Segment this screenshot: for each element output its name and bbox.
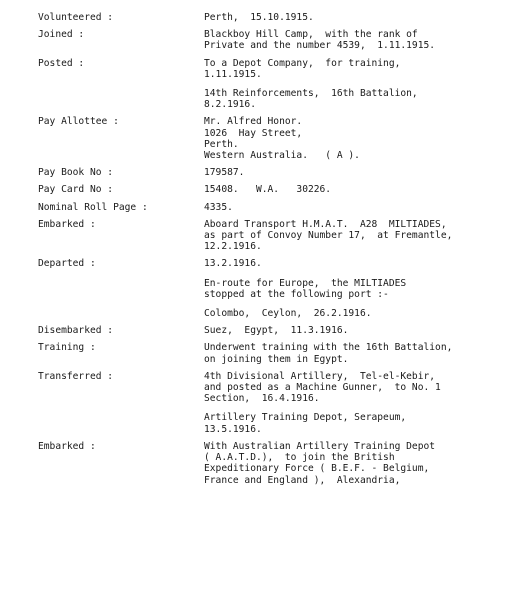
value-paragraph: Perth, 15.10.1915. (204, 12, 314, 23)
value-paragraph: Colombo, Ceylon, 26.2.1916. (204, 308, 372, 320)
field-label: Embarked : (38, 440, 96, 452)
value-paragraph: Artillery Training Depot, Serapeum, 13.5.1916. (204, 412, 407, 435)
record-row (38, 258, 510, 319)
field-value (204, 342, 510, 364)
value-paragraph: 179587. (204, 167, 245, 179)
field-value (204, 12, 510, 23)
field-label: Joined : (38, 29, 85, 41)
value-paragraph: 4th Divisional Artillery, Tel-el-Kebir, and posted as a Machine Gunner, to No. 1 Section, 16.4.1916. (204, 370, 441, 405)
record-row (38, 12, 510, 23)
record-row (38, 325, 510, 336)
value-paragraph: Mr. Alfred Honor. 1026 Hay Street, Perth. Western Australia. ( A ). (204, 116, 360, 162)
record-row (38, 184, 510, 195)
value-paragraph: Underwent training with the 16th Battalion, on joining them in Egypt. (204, 342, 453, 365)
field-label: Transferred : (38, 370, 114, 382)
value-paragraph: Blackboy Hill Camp, with the rank of Private and the number 4539, 1.11.1915. (204, 29, 436, 52)
record-row (38, 202, 510, 213)
record-row (38, 219, 510, 253)
field-value (204, 219, 510, 253)
value-paragraph: 14th Reinforcements, 16th Battalion, 8.2.1916. (204, 88, 418, 111)
field-label: Departed : (38, 258, 96, 270)
field-value (204, 184, 510, 195)
value-paragraph: 4335. (204, 201, 233, 213)
record-rows (38, 12, 510, 486)
field-label: Pay Card No : (38, 184, 114, 196)
value-paragraph: 13.2.1916. (204, 258, 262, 270)
field-value (204, 167, 510, 178)
record-row (38, 441, 510, 486)
field-label: Volunteered : (38, 12, 114, 23)
field-label: Pay Allottee : (38, 116, 119, 128)
field-value (204, 441, 510, 486)
field-value (204, 29, 510, 51)
record-row (38, 29, 510, 51)
field-label: Nominal Roll Page : (38, 201, 148, 213)
value-paragraph: With Australian Artillery Training Depot ( A.A.T.D.), to join the British Expeditionary Force ( B.E.F. - Belgium, France and England ), Alexandria, (204, 440, 436, 486)
field-label: Posted : (38, 57, 85, 69)
field-label: Embarked : (38, 218, 96, 230)
value-paragraph: En-route for Europe, the MILTIADES stopped at the following port :- (204, 277, 407, 300)
record-row (38, 371, 510, 435)
value-paragraph: Aboard Transport H.M.A.T. A28 MILTIADES, as part of Convoy Number 17, at Fremantle, 12.2.1916. (204, 218, 453, 253)
field-label: Training : (38, 342, 96, 354)
value-paragraph: 15408. W.A. 30226. (204, 184, 332, 196)
field-label: Disembarked : (38, 325, 114, 337)
field-value (204, 258, 510, 319)
value-paragraph: To a Depot Company, for training, 1.11.1915. (204, 57, 401, 80)
field-value (204, 116, 510, 161)
field-value (204, 202, 510, 213)
record-row (38, 116, 510, 161)
field-label: Pay Book No : (38, 167, 114, 179)
field-value (204, 325, 510, 336)
field-value (204, 371, 510, 435)
record-row (38, 58, 510, 111)
record-row (38, 167, 510, 178)
record-row (38, 342, 510, 364)
value-paragraph: Suez, Egypt, 11.3.1916. (204, 325, 349, 337)
field-value (204, 58, 510, 111)
